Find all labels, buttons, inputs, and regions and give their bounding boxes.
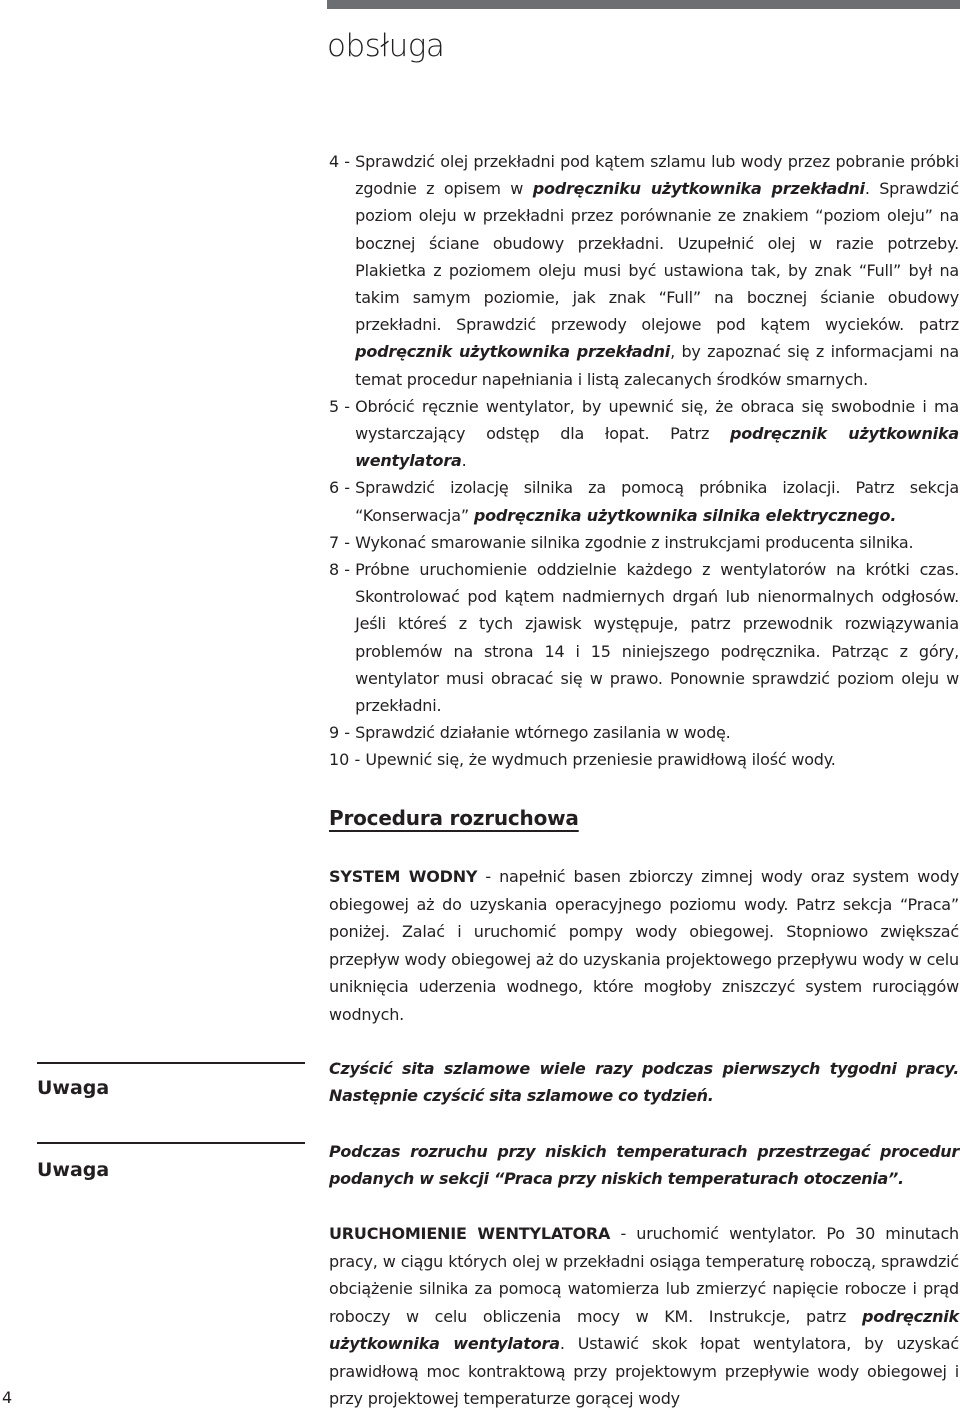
note-divider — [37, 1142, 305, 1144]
list-item — [329, 556, 959, 719]
note-text: Podczas rozruchu przy niskich temperaturach przestrzegać procedur podanych w sekcji “Praca przy niskich temperaturach otoczenia”. — [329, 1142, 959, 1188]
note-label: Uwaga — [37, 1077, 110, 1099]
item-text: Obrócić ręcznie wentylator, by upewnić się, że obraca się swobodnie i ma wystarczający odstęp dla łopat. Patrz podręcznik użytkownika wentylatora. — [355, 396, 959, 471]
list-item — [329, 474, 959, 528]
item-text: Sprawdzić izolację silnika za pomocą próbnika izolacji. Patrz sekcja “Konserwacja” podręcznika użytkownika silnika elektrycznego. — [355, 478, 959, 525]
item-number: 5 - — [329, 396, 356, 416]
item-text: Sprawdzić olej przekładni pod kątem szlamu lub wody przez pobranie próbki zgodnie z opisem w podręczniku użytkownika przekładni. Sprawdzić poziom oleju w przekładni przez porównanie ze znakiem “poziom oleju” na bocznej ściane obudowy przekładni. Uzupełnić olej w razie potrzeby. Plakietka z poziomem oleju musi być ustawiona tak, by znak “Full” był na takim samym poziomie, jak znak “Full” na bocznej ścianie obudowy przekładni. Sprawdzić przewody olejowe pod kątem wycieków. patrz podręcznik użytkownika przekładni, by zapoznać się z informacjami na temat procedur napełniania i listą zalecanych środków smarnych. — [355, 152, 959, 389]
checklist — [329, 148, 959, 774]
item-text: Upewnić się, że wydmuch przeniesie prawidłową ilość wody. — [365, 750, 836, 770]
note-divider — [37, 1062, 305, 1064]
list-item — [329, 719, 959, 746]
system-wodny-paragraph: SYSTEM WODNY - napełnić basen zbiorczy zimnej wody oraz system wody obiegowej aż do uzyskania operacyjnego poziomu wody. Patrz sekcja “Praca” poniżej. Zalać i uruchomić pompy wody obiegowej. Stopniowo zwiększać przepływ wody obiegowej aż do uzyskania projektowego przepływu wody w celu uniknięcia uderzenia wodnego, które mogłoby zniszczyć system rurociągów wodnych. — [329, 867, 959, 1024]
section-title: obsługa — [327, 28, 445, 64]
list-item — [329, 746, 959, 773]
note-text: Czyścić sita szlamowe wiele razy podczas pierwszych tygodni pracy. Następnie czyścić sita szlamowe co tydzień. — [329, 1059, 959, 1105]
item-number: 10 - — [329, 750, 366, 770]
procedure-heading: Procedura rozruchowa — [329, 806, 579, 830]
item-number: 4 - — [329, 152, 356, 171]
list-item — [329, 529, 959, 556]
header-bar — [327, 0, 960, 9]
item-number: 8 - — [329, 560, 356, 580]
system-wodny-label: SYSTEM WODNY — [329, 867, 478, 886]
item-text: Sprawdzić działanie wtórnego zasilania w wodę. — [355, 723, 731, 743]
item-text: Wykonać smarowanie silnika zgodnie z instrukcjami producenta silnika. — [355, 532, 914, 552]
item-text: Próbne uruchomienie oddzielnie każdego z wentylatorów na krótki czas. Skontrolować pod kątem nadmiernych drgań lub nienormalnych odgłosów. Jeśli któreś z tych zjawisk występuje, patrz przewodnik rozwiązywania problemów na strona 14 i 15 niniejszego podręcznika. Patrząc z góry, wentylator musi obracać się w prawo. Ponownie sprawdzić poziom oleju w przekładni. — [355, 560, 959, 716]
item-number: 6 - — [329, 478, 356, 498]
note-label: Uwaga — [37, 1159, 110, 1181]
item-number: 9 - — [329, 723, 356, 743]
item-number: 7 - — [329, 532, 356, 552]
list-item — [329, 148, 959, 393]
uruchomienie-label: URUCHOMIENIE WENTYLATORA — [329, 1224, 611, 1243]
page-number: 4 — [2, 1388, 13, 1407]
list-item — [329, 393, 959, 475]
uruchomienie-paragraph: URUCHOMIENIE WENTYLATORA - uruchomić wentylator. Po 30 minutach pracy, w ciągu których olej w przekładni osiąga temperaturę roboczą, sprawdzić obciążenie silnika za pomocą watomierza lub zmierzyć napięcie robocze i prąd roboczy w celu obliczenia mocy w KM. Instrukcje, patrz podręcznik użytkownika wentylatora. Ustawić skok łopat wentylatora, by uzyskać prawidłową moc kontraktową przy projektowym przepływie wody obiegowej i przy projektowej temperaturze gorącej wody — [329, 1224, 959, 1408]
